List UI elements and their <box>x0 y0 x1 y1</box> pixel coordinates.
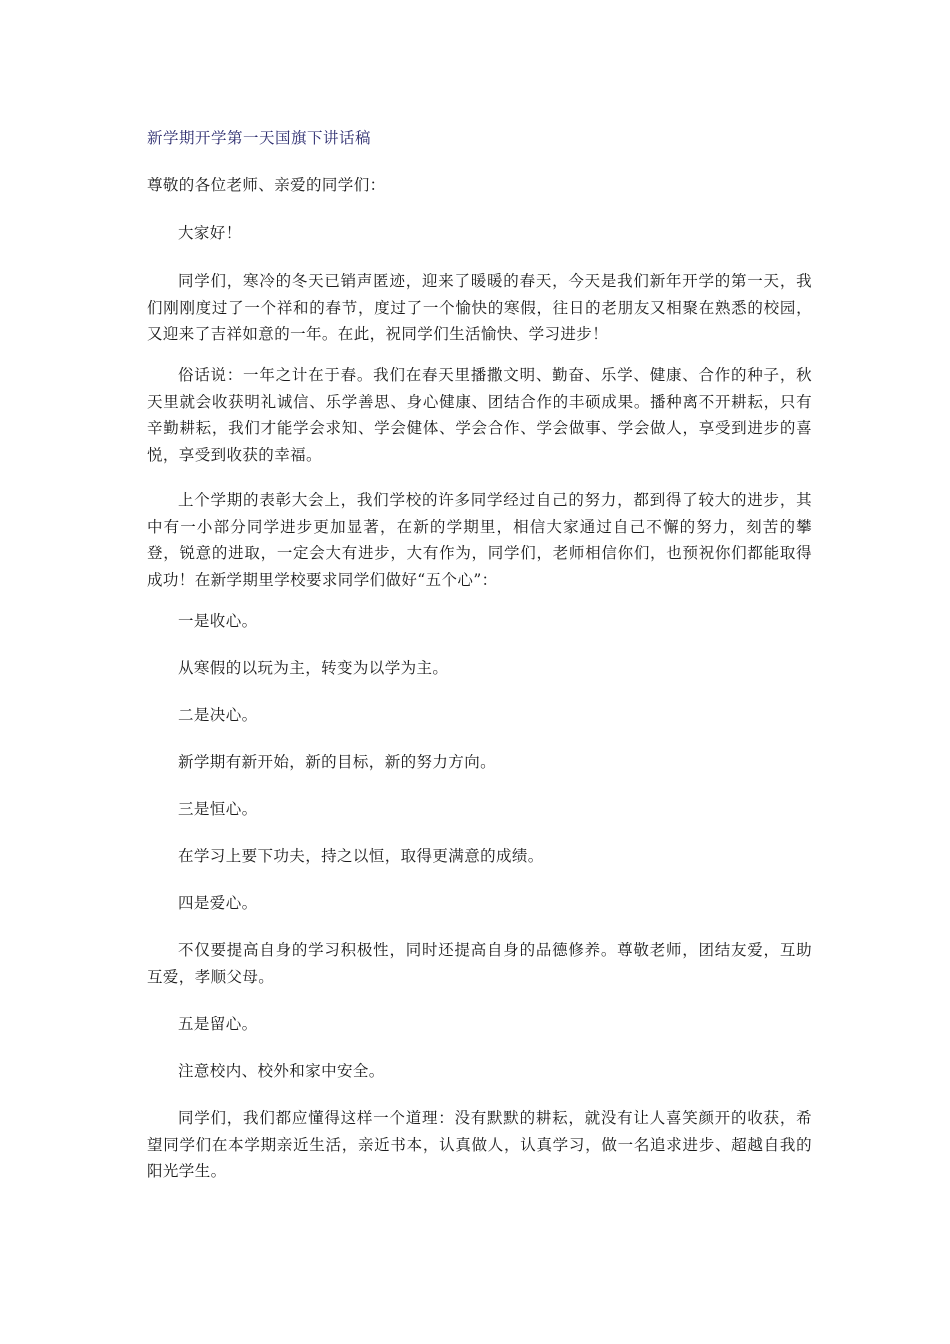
heart-heading-5: 五是留心。 <box>178 1015 258 1033</box>
heart-heading-2: 二是决心。 <box>178 706 258 724</box>
heart-detail-1: 从寒假的以玩为主，转变为以学为主。 <box>178 659 449 677</box>
heart-detail-4: 不仅要提高自身的学习积极性，同时还提高自身的品德修养。尊敬老师，团结友爱，互助互爱，孝顺父母。 <box>147 941 812 986</box>
heart-heading-1: 一是收心。 <box>178 612 258 630</box>
heart-heading-4: 四是爱心。 <box>178 894 258 912</box>
closing-paragraph: 同学们，我们都应懂得这样一个道理：没有默默的耕耘，就没有让人喜笑颜开的收获，希望同学们在本学期亲近生活，亲近书本，认真做人，认真学习，做一名追求进步、超越自我的阳光学生。 <box>147 1109 812 1180</box>
heart-detail-5: 注意校内、校外和家中安全。 <box>178 1062 385 1080</box>
greeting: 大家好！ <box>178 224 242 242</box>
paragraph-1: 同学们，寒冷的冬天已销声匿迹，迎来了暖暖的春天，今天是我们新年开学的第一天，我们刚刚度过了一个祥和的春节，度过了一个愉快的寒假，往日的老朋友又相聚在熟悉的校园，又迎来了吉祥如意的一年。在此，祝同学们生活愉快、学习进步！ <box>147 272 812 343</box>
document-title: 新学期开学第一天国旗下讲话稿 <box>147 129 372 147</box>
heart-detail-3: 在学习上要下功夫，持之以恒，取得更满意的成绩。 <box>178 847 544 865</box>
heart-heading-3: 三是恒心。 <box>178 800 258 818</box>
paragraph-2: 俗话说：一年之计在于春。我们在春天里播撒文明、勤奋、乐学、健康、合作的种子，秋天里就会收获明礼诚信、乐学善思、身心健康、团结合作的丰硕成果。播种离不开耕耘，只有辛勤耕耘，我们才能学会求知、学会健体、学会合作、学会做事、学会做人，享受到进步的喜悦，享受到收获的幸福。 <box>147 366 812 464</box>
paragraph-3: 上个学期的表彰大会上，我们学校的许多同学经过自己的努力，都到得了较大的进步，其中有一小部分同学进步更加显著，在新的学期里，相信大家通过自己不懈的努力，刻苦的攀登，锐意的进取，一定会大有进步，大有作为，同学们，老师相信你们，也预祝你们都能取得成功！在新学期里学校要求同学们做好“五个心”： <box>147 491 812 589</box>
heart-detail-2: 新学期有新开始，新的目标，新的努力方向。 <box>178 753 497 771</box>
salutation: 尊敬的各位老师、亲爱的同学们： <box>147 176 386 194</box>
